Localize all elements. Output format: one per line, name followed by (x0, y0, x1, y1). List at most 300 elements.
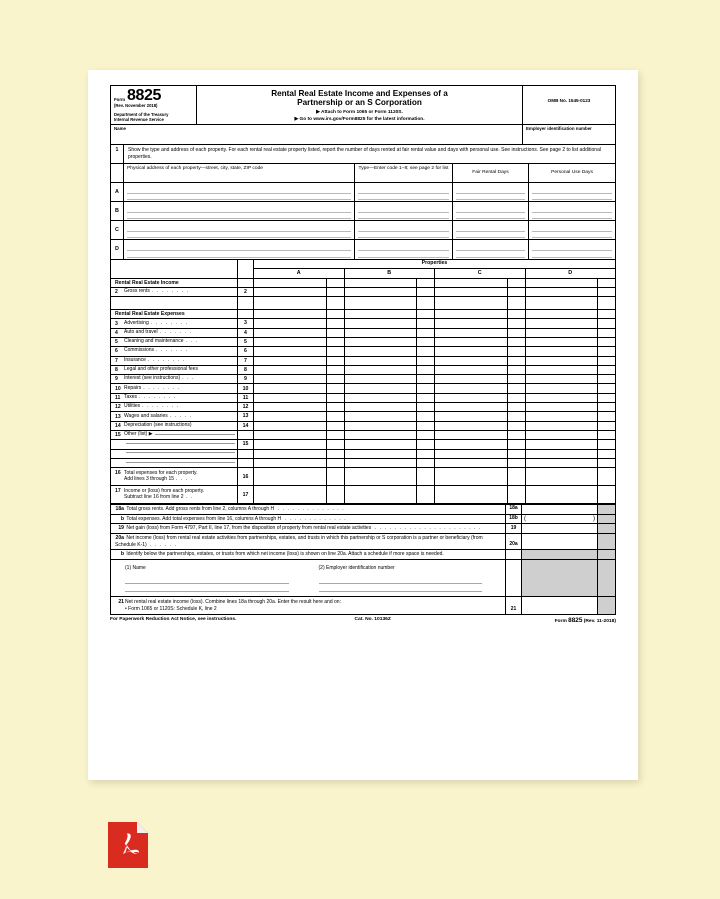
line-11-amount-c[interactable] (435, 394, 508, 402)
line-5-amount-a[interactable] (254, 338, 327, 346)
line-9-amount-b[interactable] (345, 375, 418, 383)
header-spacer (111, 164, 124, 182)
line-20a-amount[interactable] (522, 534, 598, 549)
line-7-amount-b[interactable] (345, 357, 418, 365)
line-12-box-number: 12 (238, 403, 254, 411)
line-15-amount-d1[interactable] (526, 431, 599, 439)
line-3-label: Advertising (124, 319, 149, 326)
line-11-cents-c (508, 394, 525, 402)
table-row[interactable] (111, 240, 615, 259)
line-8-amount-a[interactable] (254, 366, 327, 374)
identify-ein-label: (2) Employer identification number (318, 564, 395, 571)
line-8-cents-d (598, 366, 615, 374)
line-12-label: Utilities (124, 403, 141, 410)
line-15-amount-b2[interactable] (345, 440, 418, 448)
table-row[interactable] (111, 221, 615, 240)
line-15-amount-a4[interactable] (254, 459, 327, 467)
line-6-amount-d[interactable] (526, 347, 599, 355)
fair-days-input-b[interactable] (453, 202, 528, 220)
line-12-amount-b[interactable] (345, 403, 418, 411)
fair-days-input-a[interactable] (453, 183, 528, 201)
line-13-row[interactable] (111, 412, 615, 421)
line-7-label: Insurance (124, 356, 146, 363)
line-15-write-in-2[interactable] (126, 443, 235, 444)
line-2-amount-c[interactable] (435, 288, 508, 296)
line-17-amount-a[interactable] (254, 486, 327, 503)
line-5-cents-b (417, 338, 434, 346)
leader-dots: . . . (185, 339, 198, 345)
line-15-amount-c2[interactable] (435, 440, 508, 448)
omb-number: OMB No. 1545-0123 (547, 98, 591, 103)
line-7-amount-a[interactable] (254, 357, 327, 365)
irs-form-8825 (110, 85, 616, 765)
properties-banner-label: Properties (254, 260, 615, 269)
line-15-amount-b1[interactable] (345, 431, 418, 439)
line-14-amount-a[interactable] (254, 422, 327, 430)
line-6-label: Commissions (124, 347, 155, 354)
line-15-amount-d3[interactable] (526, 450, 599, 458)
line-9-label: Interest (see instructions) (124, 375, 181, 382)
line-20b-number: b (120, 551, 124, 558)
line-8-amount-b[interactable] (345, 366, 418, 374)
row-letter: B (111, 202, 124, 220)
identify-box-row (111, 560, 615, 598)
expenses-heading-row (111, 310, 615, 319)
line-2-label: Gross rents (124, 288, 150, 294)
line-17-label-1: Income or (loss) from each property. (124, 487, 205, 494)
line-13-amount-c[interactable] (435, 412, 508, 420)
line-5-amount-c[interactable] (435, 338, 508, 346)
line-20a-row[interactable] (111, 534, 615, 550)
line-6-cents-a (327, 347, 344, 355)
table-row[interactable] (111, 202, 615, 221)
line-21-box-number: 21 (506, 597, 522, 614)
line-15-amount-d2[interactable] (526, 440, 599, 448)
personal-days-input-d[interactable] (529, 240, 615, 259)
line-7-row[interactable] (111, 357, 615, 366)
line-3-number: 3 (115, 320, 118, 327)
identify-name-column (115, 563, 309, 593)
line-17-amount-c[interactable] (435, 486, 508, 503)
ein-label: Employer identification number (526, 126, 592, 131)
masthead-form-identity (111, 86, 197, 124)
properties-banner-row (111, 260, 615, 269)
line-5-cents-a (327, 338, 344, 346)
line-20b-row (111, 550, 615, 560)
line-13-cents-b (417, 412, 434, 420)
column-header-a: A (254, 269, 345, 278)
leader-dots: . . . . (176, 476, 194, 482)
column-header-d: D (568, 270, 573, 276)
line-18b-amount[interactable] (522, 515, 598, 524)
line-11-number: 11 (115, 394, 121, 401)
line-2-number: 2 (115, 288, 118, 295)
line-21-cents (598, 597, 615, 614)
line-2-box-number: 2 (238, 288, 254, 296)
line-14-amount-d[interactable] (526, 422, 599, 430)
line-21-row[interactable] (111, 597, 615, 614)
line-15-label: Other (list) ▶ (124, 431, 153, 438)
line-18a-row[interactable] (111, 505, 615, 515)
agency-line: Internal Revenue Service (114, 116, 164, 122)
line-14-box-number: 14 (238, 422, 254, 430)
line-6-cents-d (598, 347, 615, 355)
line-5-row[interactable] (111, 338, 615, 347)
line-13-cents-c (508, 412, 525, 420)
identify-ein-line-2[interactable] (319, 584, 483, 592)
line-14-cents-d (598, 422, 615, 430)
line-15-amount-b3[interactable] (345, 450, 418, 458)
type-input-a[interactable] (355, 183, 452, 201)
identify-name-line-2[interactable] (125, 584, 289, 592)
line-19-row[interactable] (111, 524, 615, 534)
type-input-b[interactable] (355, 202, 452, 220)
line-8-label: Legal and other professional fees (124, 366, 198, 373)
footer-form-word: Form (554, 619, 567, 625)
line-15-amount-c1[interactable] (435, 431, 508, 439)
personal-days-input-b[interactable] (529, 202, 615, 220)
line-10-row[interactable] (111, 384, 615, 393)
line-15-amount-b4[interactable] (345, 459, 418, 467)
type-input-d[interactable] (355, 240, 452, 259)
address-input-a[interactable] (124, 183, 354, 201)
line-4-amount-c[interactable] (435, 329, 508, 337)
line-14-cents-b (417, 422, 434, 430)
line-15-box-number: 15 (238, 440, 254, 448)
line-18a-text: Total gross rents. Add gross rents from line 2, columns A through H (126, 506, 275, 513)
line-4-label: Auto and travel (124, 328, 158, 335)
line-3-amount-c[interactable] (435, 319, 508, 327)
line-15-extra-row[interactable] (111, 440, 615, 449)
expense-rows-container (111, 319, 615, 431)
line-12-cents-d (598, 403, 615, 411)
line-16-row[interactable] (111, 468, 615, 486)
line-12-cents-a (327, 403, 344, 411)
line-21-amount[interactable] (522, 597, 598, 614)
line-11-cents-d (598, 394, 615, 402)
line-13-amount-b[interactable] (345, 412, 418, 420)
line-2-amount-b[interactable] (345, 288, 418, 296)
leader-dots: . . . . . . . . . . . . . (284, 515, 347, 522)
line-13-cents-a (327, 412, 344, 420)
line-11-cents-b (417, 394, 434, 402)
line-20b-text: Identify below the partnerships, estates, or trusts from which net income (loss) is shown on line 20a. Attach a schedule if more space is needed. (126, 551, 444, 558)
line-8-cents-b (417, 366, 434, 374)
line-7-cents-b (417, 357, 434, 365)
summary-section (110, 505, 616, 615)
line-3-amount-b[interactable] (345, 319, 418, 327)
line-9-cents-c (508, 375, 525, 383)
line-16-amount-c[interactable] (435, 468, 508, 485)
leader-dots: . . . . . . . (159, 329, 192, 335)
table-row[interactable] (111, 183, 615, 202)
line-15-extra-row-3[interactable] (111, 459, 615, 468)
line-15-write-in[interactable] (155, 434, 235, 435)
masthead-title-block (197, 86, 523, 124)
line-9-amount-a[interactable] (254, 375, 327, 383)
line-20a-number: 20a (115, 534, 124, 541)
line-14-cents-c (508, 422, 525, 430)
line-21-text-1: Net rental real estate income (loss). Combine lines 18a through 20a. Enter the result here and on: (125, 599, 341, 606)
line-6-amount-b[interactable] (345, 347, 418, 355)
income-section-heading: Rental Real Estate Income (115, 279, 179, 286)
name-field[interactable] (111, 125, 523, 144)
masthead-omb-block (523, 86, 615, 124)
line-18b-row[interactable] (111, 515, 615, 525)
property-table-header (111, 164, 615, 183)
line-10-number: 10 (115, 385, 121, 392)
line-16-amount-a[interactable] (254, 468, 327, 485)
line-13-amount-d[interactable] (526, 412, 599, 420)
name-label: Name (114, 126, 126, 131)
line-6-box-number: 6 (238, 347, 254, 355)
line-7-number: 7 (115, 357, 118, 364)
line-5-cents-c (508, 338, 525, 346)
line-9-amount-d[interactable] (526, 375, 599, 383)
line-6-number: 6 (115, 348, 118, 355)
line-4-cents-a (327, 329, 344, 337)
leader-dots: . . . . . . . . (142, 404, 180, 410)
line-15-amount-c3[interactable] (435, 450, 508, 458)
line-3-cents-c (508, 319, 525, 327)
line-5-amount-d[interactable] (526, 338, 599, 346)
form-number: 8825 (126, 87, 161, 104)
line-15-write-in-3[interactable] (126, 452, 235, 453)
line-10-cents-a (327, 384, 344, 392)
leader-dots: . . . . . . . . (139, 394, 177, 400)
identify-ein-line-1[interactable] (319, 576, 483, 584)
identify-name-line-1[interactable] (125, 576, 289, 584)
line-7-cents-d (598, 357, 615, 365)
line-6-amount-a[interactable] (254, 347, 327, 355)
line-18a-cents (598, 505, 615, 514)
line-16-amount-d[interactable] (526, 468, 599, 485)
expenses-section-heading: Rental Real Estate Expenses (115, 311, 185, 318)
form-footer (110, 617, 616, 625)
line-16-amount-b[interactable] (345, 468, 418, 485)
line-11-amount-d[interactable] (526, 394, 599, 402)
line-4-cents-c (508, 329, 525, 337)
line-4-row[interactable] (111, 329, 615, 338)
row-letter: A (111, 183, 124, 201)
line-2-amount-d[interactable] (526, 288, 599, 296)
line-3-amount-a[interactable] (254, 319, 327, 327)
line-13-number: 13 (115, 413, 121, 420)
line-14-amount-b[interactable] (345, 422, 418, 430)
line-19-amount[interactable] (522, 524, 598, 533)
form-title-line2: Partnership or an S Corporation (297, 98, 422, 108)
line-9-cents-d (598, 375, 615, 383)
leader-dots: . . . . . . . . (143, 385, 181, 391)
line-6-cents-c (508, 347, 525, 355)
cat-number: Cat. No. 10136Z (354, 617, 391, 623)
line-15-amount-c4[interactable] (435, 459, 508, 467)
identify-ein-column (309, 563, 503, 593)
line-12-amount-c[interactable] (435, 403, 508, 411)
line-12-amount-a[interactable] (254, 403, 327, 411)
line-11-amount-b[interactable] (345, 394, 418, 402)
line-15-extra-row-2[interactable] (111, 450, 615, 459)
line-17-amount-b[interactable] (345, 486, 418, 503)
line-15-row[interactable] (111, 431, 615, 440)
line-15-write-in-4[interactable] (126, 462, 235, 463)
line-6-amount-c[interactable] (435, 347, 508, 355)
line-2-amount-a[interactable] (254, 288, 327, 296)
line-12-amount-d[interactable] (526, 403, 599, 411)
line-1-number: 1 (111, 145, 124, 163)
line-12-cents-b (417, 403, 434, 411)
type-input-c[interactable] (355, 221, 452, 239)
line-16-label-1: Total expenses for each property. (124, 469, 198, 476)
line-15-amount-d4[interactable] (526, 459, 599, 467)
line-18b-text: Total expenses. Add total expenses from line 16, columns A through H (126, 515, 282, 522)
line-9-row[interactable] (111, 375, 615, 384)
line-17-box-number: 17 (238, 486, 254, 503)
line-6-row[interactable] (111, 347, 615, 356)
line-8-box-number: 8 (238, 366, 254, 374)
line-20a-cents (598, 534, 615, 549)
line-7-cents-a (327, 357, 344, 365)
line-21-number: 21 (118, 599, 124, 606)
line-18b-box-number: 18b (506, 515, 522, 524)
line-5-number: 5 (115, 339, 118, 346)
line-16-number: 16 (115, 469, 121, 476)
line-13-amount-a[interactable] (254, 412, 327, 420)
line-14-number: 14 (115, 422, 121, 429)
line-10-cents-d (598, 384, 615, 392)
line-19-number: 19 (118, 525, 124, 532)
footer-form-number: 8825 (568, 617, 583, 625)
address-input-b[interactable] (124, 202, 354, 220)
leader-dots: . . . . . (169, 413, 193, 419)
line-12-row[interactable] (111, 403, 615, 412)
leader-dots: . . . . . . (150, 541, 178, 548)
line-4-cents-d (598, 329, 615, 337)
header-personal-use-days: Personal Use Days (551, 169, 593, 175)
line-21-text-2: • Form 1065 or 1120S: Schedule K, line 2 (125, 605, 217, 612)
address-input-c[interactable] (124, 221, 354, 239)
line-20a-text: Net income (loss) from rental real estate activities from partnerships, estates, and trusts in which this partnership or S corporation is a partner or beneficiary (from Schedule K-1) (115, 534, 483, 548)
line-4-box-number: 4 (238, 329, 254, 337)
line-6-cents-b (417, 347, 434, 355)
pdf-file-icon[interactable] (108, 822, 148, 868)
line-14-row[interactable] (111, 422, 615, 431)
line-16-box-number: 16 (238, 468, 254, 485)
line-3-amount-d[interactable] (526, 319, 599, 327)
line-4-cents-b (417, 329, 434, 337)
line-8-amount-c[interactable] (435, 366, 508, 374)
personal-days-input-a[interactable] (529, 183, 615, 201)
fair-days-input-c[interactable] (453, 221, 528, 239)
line-5-box-number: 5 (238, 338, 254, 346)
identify-name-label: (1) Name (125, 564, 146, 571)
line-8-row[interactable] (111, 366, 615, 375)
line-10-amount-d[interactable] (526, 384, 599, 392)
line-4-amount-b[interactable] (345, 329, 418, 337)
line-3-cents-b (417, 319, 434, 327)
line-8-amount-d[interactable] (526, 366, 599, 374)
line-15-amount-a1[interactable] (254, 431, 327, 439)
line-8-number: 8 (115, 367, 118, 374)
line-10-amount-b[interactable] (345, 384, 418, 392)
income-heading-row (111, 279, 615, 288)
line-10-amount-c[interactable] (435, 384, 508, 392)
line-10-label: Repairs (124, 384, 142, 391)
leader-dots: . . . . . . . . . . . . . . (277, 506, 345, 513)
name-ein-band (110, 125, 616, 145)
line-7-amount-d[interactable] (526, 357, 599, 365)
fair-days-input-d[interactable] (453, 240, 528, 259)
line-16-label-2: Add lines 3 through 15 (124, 475, 175, 482)
close-paren: ) (593, 515, 595, 522)
column-header-c: C (435, 269, 526, 278)
paperwork-notice: For Paperwork Reduction Act Notice, see instructions. (110, 617, 237, 623)
line-9-amount-c[interactable] (435, 375, 508, 383)
line-18a-number: 18a (115, 506, 124, 513)
line-19-cents (598, 524, 615, 533)
line-5-amount-b[interactable] (345, 338, 418, 346)
properties-amount-grid (110, 260, 616, 506)
line-8-cents-a (327, 366, 344, 374)
line-8-cents-c (508, 366, 525, 374)
line-7-amount-c[interactable] (435, 357, 508, 365)
line-20a-box-number: 20a (506, 534, 522, 549)
personal-days-input-c[interactable] (529, 221, 615, 239)
form-title-line1: Rental Real Estate Income and Expenses of a (271, 88, 448, 98)
line-17-amount-d[interactable] (526, 486, 599, 503)
line-14-amount-c[interactable] (435, 422, 508, 430)
line-19-box-number: 19 (506, 524, 522, 533)
property-address-table (110, 164, 616, 260)
line-18a-amount[interactable] (522, 505, 598, 514)
line-17-row[interactable] (111, 486, 615, 504)
line-3-row[interactable] (111, 319, 615, 328)
footer-revision: (Rev. 11-2018) (583, 619, 616, 625)
line-1-text: Show the type and address of each property. For each rental real estate property listed, report the number of days rented at fair rental value and days with personal use. See instructions. See page 2 to list additional properties. (128, 147, 601, 160)
line-13-box-number: 13 (238, 412, 254, 420)
line-9-box-number: 9 (238, 375, 254, 383)
line-15-amount-a2[interactable] (254, 440, 327, 448)
leader-dots: . . (185, 494, 193, 500)
line-15-number: 15 (115, 432, 121, 439)
leader-dots: . . . . . . . . (151, 289, 190, 294)
line-5-label: Cleaning and maintenance (124, 338, 184, 345)
leader-dots: . . . . . . . . (150, 320, 189, 326)
row-letter: C (111, 221, 124, 239)
line-15-amount-a3[interactable] (254, 450, 327, 458)
line-2-row[interactable] (111, 288, 615, 297)
grid-spacer-row (111, 297, 615, 310)
line-7-box-number: 7 (238, 357, 254, 365)
line-14-label: Depreciation (see instructions) (124, 421, 192, 428)
address-input-d[interactable] (124, 240, 354, 259)
line-10-cents-b (417, 384, 434, 392)
line-11-amount-a[interactable] (254, 394, 327, 402)
line-18a-box-number: 18a (506, 505, 522, 514)
document-page (88, 70, 638, 780)
line-5-cents-d (598, 338, 615, 346)
header-address: Physical address of each property—street, city, state, ZIP code (124, 164, 355, 182)
line-11-row[interactable] (111, 394, 615, 403)
column-header-b: B (345, 269, 436, 278)
line-4-amount-d[interactable] (526, 329, 599, 337)
goto-instruction: ▶ Go to www.irs.gov/Form8825 for the latest information. (294, 116, 425, 122)
line-4-amount-a[interactable] (254, 329, 327, 337)
line-10-amount-a[interactable] (254, 384, 327, 392)
ein-field[interactable] (523, 125, 615, 144)
line-3-box-number: 3 (238, 319, 254, 327)
line-9-cents-a (327, 375, 344, 383)
